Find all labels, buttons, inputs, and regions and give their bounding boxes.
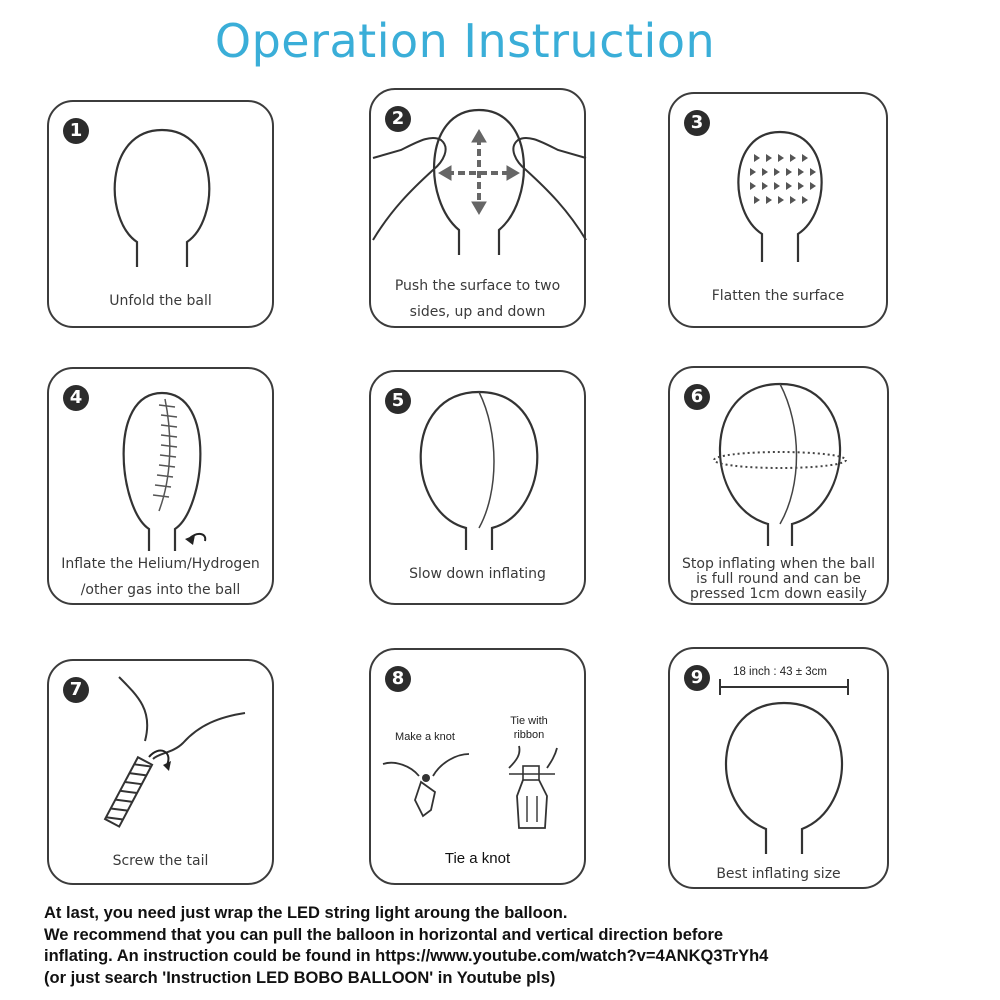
footer-notes: [44, 903, 984, 989]
step-card-8: [369, 648, 586, 885]
step-card-5: [369, 370, 586, 605]
step-caption: Tie a knot: [444, 850, 511, 867]
step-card-3: [668, 92, 888, 328]
step-caption: Slow down inflating: [409, 566, 546, 582]
step-number: 6: [684, 384, 710, 410]
page-title: Operation Instruction: [214, 14, 716, 68]
step-number: 9: [684, 665, 710, 691]
step-number: 3: [684, 110, 710, 136]
footer-line-4: (or just search 'Instruction LED BOBO BALLOON' in Youtube pls): [44, 968, 556, 987]
step-caption: Best inflating size: [716, 866, 841, 882]
step-number: 4: [63, 385, 89, 411]
step-caption: Flatten the surface: [711, 288, 845, 304]
step-number: 5: [385, 388, 411, 414]
footer-line-2: We recommend that you can pull the balloon in horizontal and vertical direction before: [44, 925, 724, 944]
step-number: 2: [385, 106, 411, 132]
step-card-6: [668, 366, 889, 605]
step-caption: Inflate the Helium/Hydrogen /other gas into the ball: [61, 556, 260, 598]
step-number: 7: [63, 677, 89, 703]
step-card-1: [47, 100, 274, 328]
step-caption: Stop inflating when the ball is full round and can be pressed 1cm down easily: [682, 556, 875, 602]
step-caption: Push the surface to two sides, up and down: [394, 278, 561, 320]
ribbon-label: Tie with ribbon: [510, 715, 548, 741]
size-label: 18 inch : 43 ± 3cm: [733, 666, 827, 678]
step-card-4: [47, 367, 274, 605]
footer-line-1: At last, you need just wrap the LED string light aroung the balloon.: [44, 904, 568, 922]
step-number: 8: [385, 666, 411, 692]
knot-label: Make a knot: [395, 731, 455, 743]
step-card-7: [47, 659, 274, 885]
step-card-2: [369, 88, 586, 328]
step-card-9: [668, 647, 889, 889]
step-caption: Unfold the ball: [109, 293, 212, 309]
step-caption: Screw the tail: [112, 853, 209, 869]
footer-line-3: inflating. An instruction could be found in https://www.youtube.com/watch?v=4ANKQ3TrYh4: [44, 947, 769, 965]
step-number: 1: [63, 118, 89, 144]
